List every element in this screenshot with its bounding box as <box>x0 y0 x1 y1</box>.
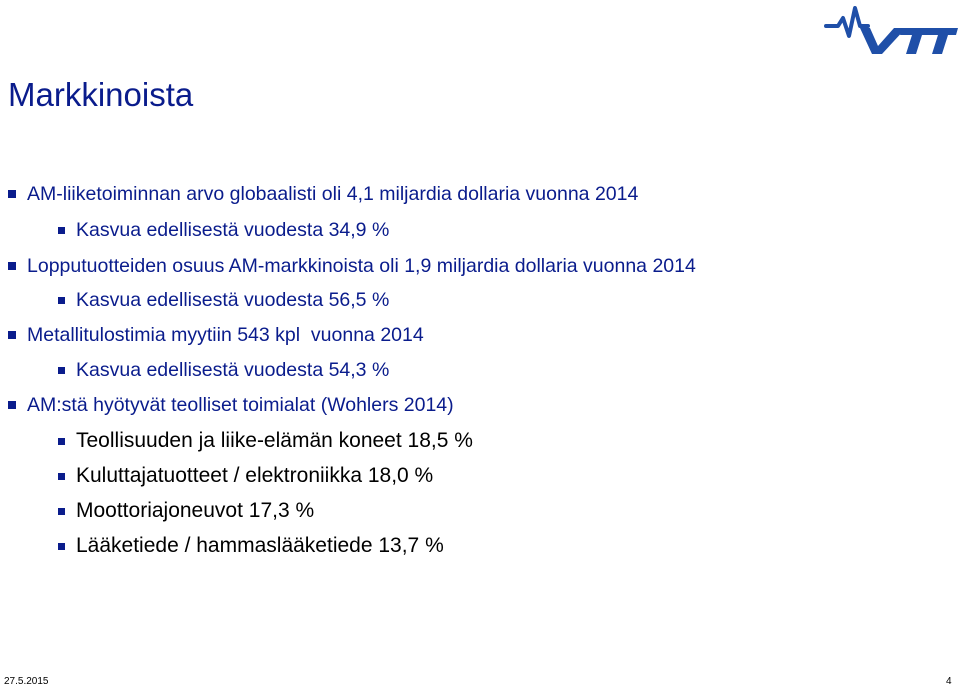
square-bullet-icon <box>8 190 16 198</box>
bullet-text: AM-liiketoiminnan arvo globaalisti oli 4,1 miljardia dollaria vuonna 2014 <box>27 182 639 205</box>
bullet-text: Lopputuotteiden osuus AM-markkinoista oli 1,9 miljardia dollaria vuonna 2014 <box>27 254 696 277</box>
square-bullet-icon <box>58 438 65 445</box>
bullet-item <box>58 528 444 564</box>
square-bullet-icon <box>8 331 16 339</box>
slide-title: Markkinoista <box>8 76 194 113</box>
bullet-text: Kasvua edellisestä vuodesta 34,9 % <box>76 218 390 241</box>
bullet-text: Kuluttajatuotteet / elektroniikka 18,0 % <box>76 464 434 487</box>
bullet-item <box>8 176 638 212</box>
page-number: 4 <box>946 676 952 687</box>
bullet-text: Teollisuuden ja liike-elämän koneet 18,5 % <box>76 429 473 452</box>
bullet-text: Lääketiede / hammaslääketiede 13,7 % <box>76 534 444 557</box>
bullet-item <box>8 248 696 284</box>
bullet-item <box>58 458 433 494</box>
bullet-item <box>58 493 314 529</box>
bullet-item <box>8 387 454 423</box>
square-bullet-icon <box>58 473 65 480</box>
square-bullet-icon <box>8 401 16 409</box>
bullet-item <box>8 317 424 353</box>
square-bullet-icon <box>58 543 65 550</box>
bullet-item <box>58 212 389 248</box>
bullet-text: Kasvua edellisestä vuodesta 56,5 % <box>76 288 390 311</box>
bullet-item <box>58 423 473 459</box>
bullet-text: Metallitulostimia myytiin 543 kpl vuonna 2014 <box>27 323 424 346</box>
bullet-item <box>58 352 389 388</box>
square-bullet-icon <box>58 508 65 515</box>
footer-date: 27.5.2015 <box>4 676 49 687</box>
bullet-text: Moottoriajoneuvot 17,3 % <box>76 499 315 522</box>
bullet-text: Kasvua edellisestä vuodesta 54,3 % <box>76 358 390 381</box>
square-bullet-icon <box>58 227 65 234</box>
vtt-logo-icon <box>824 6 958 56</box>
square-bullet-icon <box>8 262 16 270</box>
bullet-item <box>58 282 389 318</box>
square-bullet-icon <box>58 367 65 374</box>
bullet-text: AM:stä hyötyvät teolliset toimialat (Wohlers 2014) <box>27 393 454 416</box>
square-bullet-icon <box>58 297 65 304</box>
